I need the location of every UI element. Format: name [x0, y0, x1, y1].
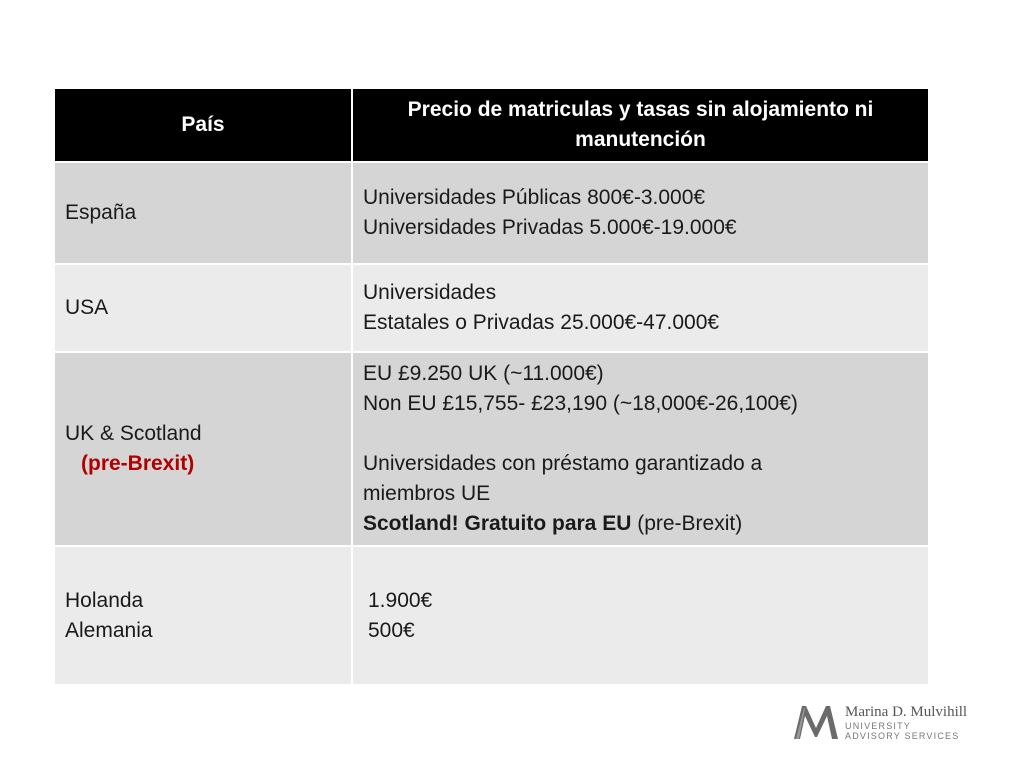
table-header-row — [54, 88, 929, 162]
price-line: Estatales o Privadas 25.000€-47.000€ — [363, 311, 720, 334]
scotland-note: (pre-Brexit) — [631, 512, 743, 535]
country-cell — [54, 352, 352, 546]
country-name: USA — [65, 296, 109, 319]
tuition-table — [53, 87, 930, 686]
price-line: EU £9.250 UK (~11.000€) — [363, 362, 604, 385]
header-country: País — [54, 88, 352, 162]
country-cell — [54, 264, 352, 352]
line-spacer — [363, 419, 918, 449]
country-qualifier: (pre-Brexit) — [81, 452, 195, 475]
country-cell — [54, 546, 352, 685]
table-row — [54, 162, 929, 264]
price-line: Universidades Públicas 800€-3.000€ — [363, 186, 706, 209]
price-line: Universidades con préstamo garantizado a — [363, 452, 763, 475]
price-cell — [352, 162, 929, 264]
scotland-line — [363, 509, 918, 539]
price-line: Non EU £15,755- £23,190 (~18,000€-26,100€) — [363, 392, 798, 415]
price-line: 1.900€ — [368, 588, 433, 612]
header-price: Precio de matriculas y tasas sin alojamiento ni manutención — [352, 88, 929, 162]
table-row — [54, 352, 929, 546]
table-row — [54, 546, 929, 685]
table-row — [54, 264, 929, 352]
company-logo — [793, 703, 973, 743]
logo-name: Marina D. Mulvihill — [845, 704, 968, 720]
logo-tagline — [845, 721, 959, 741]
price-line: miembros UE — [363, 482, 491, 505]
price-cell — [352, 546, 929, 685]
scotland-highlight: Scotland! Gratuito para EU — [363, 512, 632, 535]
price-line: Universidades Privadas 5.000€-19.000€ — [363, 216, 737, 239]
price-line: Universidades — [363, 281, 497, 304]
country-name: UK & Scotland — [65, 422, 202, 445]
price-line: 500€ — [368, 618, 415, 642]
country-name: España — [65, 201, 137, 224]
logo-tagline-line2: ADVISORY SERVICES — [845, 731, 960, 741]
country-name: Alemania — [65, 618, 153, 642]
price-cell — [352, 264, 929, 352]
country-name: Holanda — [65, 588, 144, 612]
logo-tagline-line1: UNIVERSITY — [845, 721, 912, 731]
price-cell — [352, 352, 929, 546]
country-cell — [54, 162, 352, 264]
logo-monogram-icon — [793, 704, 839, 740]
